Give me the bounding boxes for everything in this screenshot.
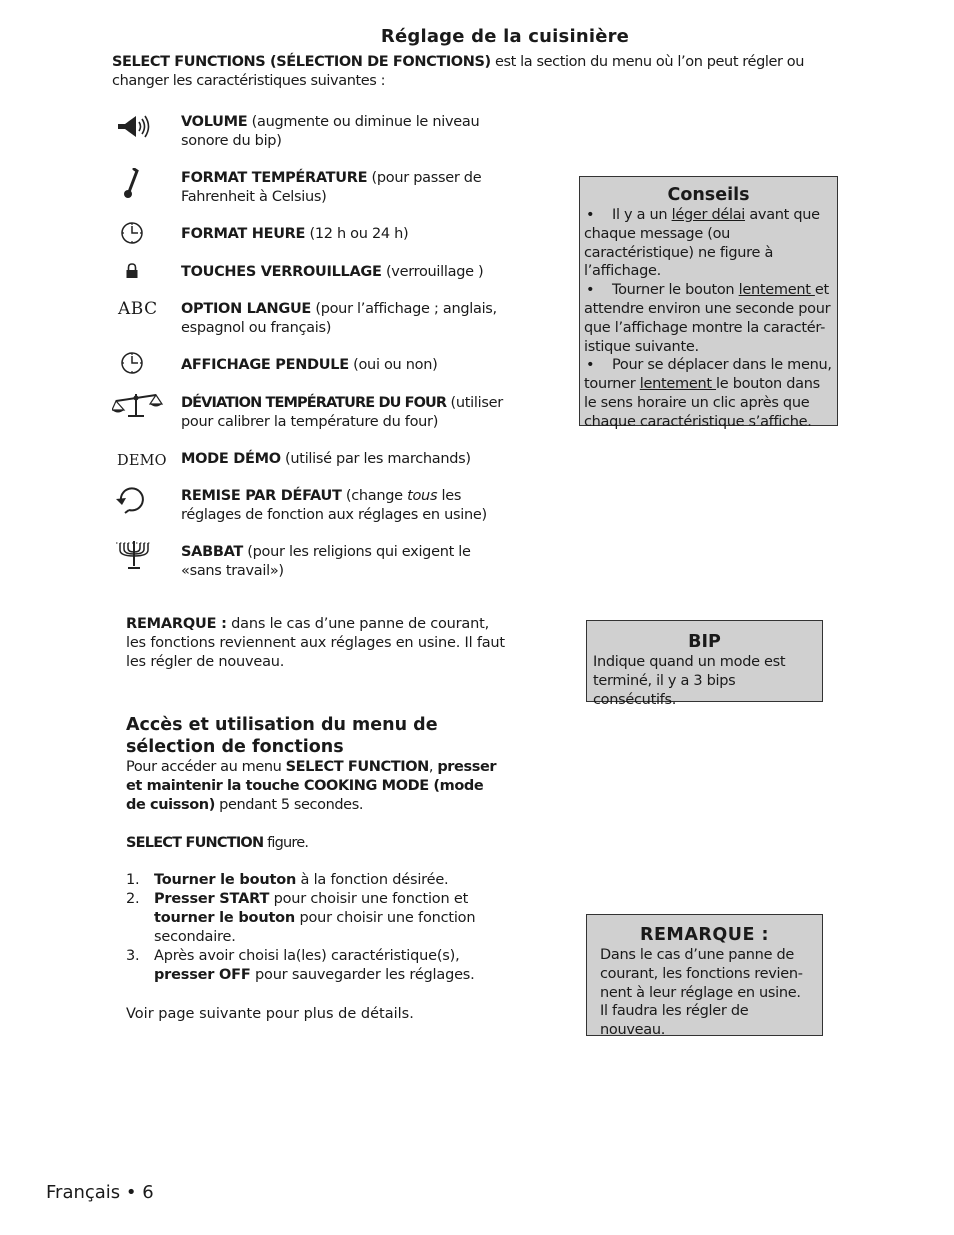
step-plain: pour choisir une fonction et bbox=[269, 891, 469, 907]
section-access-paragraph bbox=[126, 758, 506, 815]
step-item bbox=[126, 871, 506, 890]
step-bold: Tourner le bouton bbox=[154, 872, 297, 888]
feature-desc: (utiliser pour calibrer la température du four) bbox=[181, 395, 503, 430]
feature-label: TOUCHES VERROUILLAGE bbox=[181, 264, 382, 280]
menorah-icon bbox=[112, 540, 174, 572]
feature-label: REMISE PAR DÉFAUT bbox=[181, 488, 342, 504]
access-text-c: , bbox=[428, 759, 438, 775]
bullet-underline: lentement bbox=[639, 376, 717, 393]
remarque-box bbox=[586, 914, 823, 1039]
lock-icon bbox=[112, 260, 174, 292]
intro-paragraph bbox=[112, 53, 862, 91]
section-heading: Accès et utilisation du menu de sélection de fonctions bbox=[126, 715, 438, 757]
bullet-text: Pour se déplacer dans le menu, tourner bbox=[584, 357, 832, 393]
bip-box bbox=[586, 620, 823, 708]
conseils-bullet-2 bbox=[584, 281, 833, 356]
bullet-dot: • bbox=[586, 282, 595, 299]
page-footer: Français • 6 bbox=[46, 1182, 154, 1203]
step-number: 2. bbox=[126, 891, 140, 907]
step-bold: presser OFF bbox=[154, 967, 251, 983]
remark-bold: REMARQUE : bbox=[126, 616, 227, 632]
feature-desc-italic: tous bbox=[407, 488, 438, 504]
step-text bbox=[154, 871, 448, 890]
intro-bold: SELECT FUNCTIONS (SÉLECTION DE FONCTIONS) bbox=[112, 54, 491, 70]
abc-icon bbox=[112, 300, 174, 332]
access-bold-menu: SELECT FUNCTION bbox=[285, 759, 429, 775]
feature-label: FORMAT TEMPÉRATURE bbox=[181, 170, 368, 186]
step-plain: pour sauvegarder les réglages. bbox=[250, 967, 475, 983]
bullet-text: et attendre environ une seconde pour que l’affichage montre la caractér-istique suivante. bbox=[584, 282, 831, 355]
demo-icon bbox=[112, 451, 174, 483]
see-more-text: Voir page suivante pour plus de détails. bbox=[126, 1006, 414, 1022]
steps-list bbox=[126, 871, 506, 985]
step-number: 1. bbox=[126, 872, 140, 888]
remarque-text: Dans le cas d’une panne de courant, les fonctions revien-nent à leur réglage en usine. Il faudra les régler de nouveau. bbox=[600, 947, 803, 1039]
feature-desc: (12 h ou 24 h) bbox=[305, 226, 409, 242]
feature-label: DÉVIATION TEMPÉRATURE DU FOUR bbox=[181, 395, 447, 411]
feature-label: SABBAT bbox=[181, 544, 243, 560]
feature-label: OPTION LANGUE bbox=[181, 301, 312, 317]
bullet-text: Tourner le bouton bbox=[612, 282, 739, 299]
abc-icon-text: ABC bbox=[118, 299, 158, 319]
bullet-dot: • bbox=[586, 207, 595, 223]
feature-desc: (oui ou non) bbox=[348, 357, 438, 373]
feature-desc: (pour les religions qui exigent le «sans travail») bbox=[181, 544, 471, 579]
intro-text: est la section du menu où l’on peut régler ou changer les caractéristiques suivantes : bbox=[112, 54, 805, 89]
step-item bbox=[126, 890, 506, 947]
demo-icon-text: DEMO bbox=[117, 453, 167, 469]
bullet-dot: • bbox=[586, 357, 595, 374]
scale-icon bbox=[112, 390, 174, 422]
step-item bbox=[126, 947, 506, 985]
feature-label: MODE DÉMO bbox=[181, 451, 281, 467]
bullet-underline: léger délai bbox=[671, 207, 746, 223]
bullet-underline: lentement bbox=[738, 282, 815, 299]
feature-desc: (utilisé par les marchands) bbox=[280, 451, 471, 467]
feature-desc: (verrouillage ) bbox=[381, 264, 484, 280]
page-title: Réglage de la cuisinière bbox=[380, 26, 630, 47]
remarque-title: REMARQUE : bbox=[640, 925, 769, 945]
bip-title: BIP bbox=[688, 632, 721, 652]
figure-bold: SELECT FUNCTION bbox=[126, 835, 264, 851]
step-plain: Après avoir choisi la(les) caractéristique(s), bbox=[154, 948, 460, 964]
step-number: 3. bbox=[126, 948, 140, 964]
step-bold: Presser START bbox=[154, 891, 270, 907]
access-text-a: Pour accéder au menu bbox=[126, 759, 286, 775]
thermometer-icon bbox=[112, 168, 174, 200]
access-text-e: pendant 5 secondes. bbox=[214, 797, 364, 813]
bip-text: Indique quand un mode est terminé, il y a 3 bips consécutifs. bbox=[593, 654, 786, 708]
bullet-text: Il y a un bbox=[612, 207, 672, 223]
feature-desc: (pour l’affichage ; anglais, espagnol ou français) bbox=[181, 301, 497, 336]
conseils-bullet-3 bbox=[584, 356, 833, 431]
step-bold: tourner le bouton bbox=[154, 910, 296, 926]
clock-icon bbox=[112, 350, 174, 382]
feature-label: AFFICHAGE PENDULE bbox=[181, 357, 349, 373]
access-bold-instruction: presser et maintenir la touche COOKING MODE (mode de cuisson) bbox=[126, 759, 497, 813]
figure-text: figure. bbox=[263, 835, 309, 851]
conseils-bullet-1 bbox=[584, 206, 833, 281]
conseils-title: Conseils bbox=[667, 185, 750, 205]
conseils-box bbox=[579, 176, 838, 430]
step-text bbox=[154, 947, 506, 985]
feature-label: VOLUME bbox=[181, 114, 248, 130]
feature-desc: (pour passer de Fahrenheit à Celsius) bbox=[181, 170, 482, 205]
remark-paragraph bbox=[126, 615, 506, 672]
menu-section bbox=[126, 714, 506, 1024]
feature-desc: (augmente ou diminue le niveau sonore du bip) bbox=[181, 114, 480, 149]
feature-label: FORMAT HEURE bbox=[181, 226, 306, 242]
bullet-text: avant que chaque message (ou caractéristique) ne figure à l’affichage. bbox=[584, 207, 820, 280]
clock-icon bbox=[112, 220, 174, 252]
reset-arrow-icon bbox=[112, 485, 174, 517]
section-figure-paragraph bbox=[126, 834, 506, 853]
step-plain: pour choisir une fonction secondaire. bbox=[154, 910, 476, 945]
speaker-icon bbox=[112, 111, 174, 143]
bullet-text: le bouton dans le sens horaire un clic après que chaque caractéristique s’affiche. bbox=[584, 376, 820, 430]
remark-text: dans le cas d’une panne de courant, les fonctions reviennent aux réglages en usine. Il faut les régler de nouveau. bbox=[126, 616, 505, 670]
step-text bbox=[154, 890, 506, 947]
feature-desc: (change bbox=[341, 488, 408, 504]
step-plain: à la fonction désirée. bbox=[296, 872, 449, 888]
feature-desc-end: les réglages de fonction aux réglages en usine) bbox=[181, 488, 487, 523]
